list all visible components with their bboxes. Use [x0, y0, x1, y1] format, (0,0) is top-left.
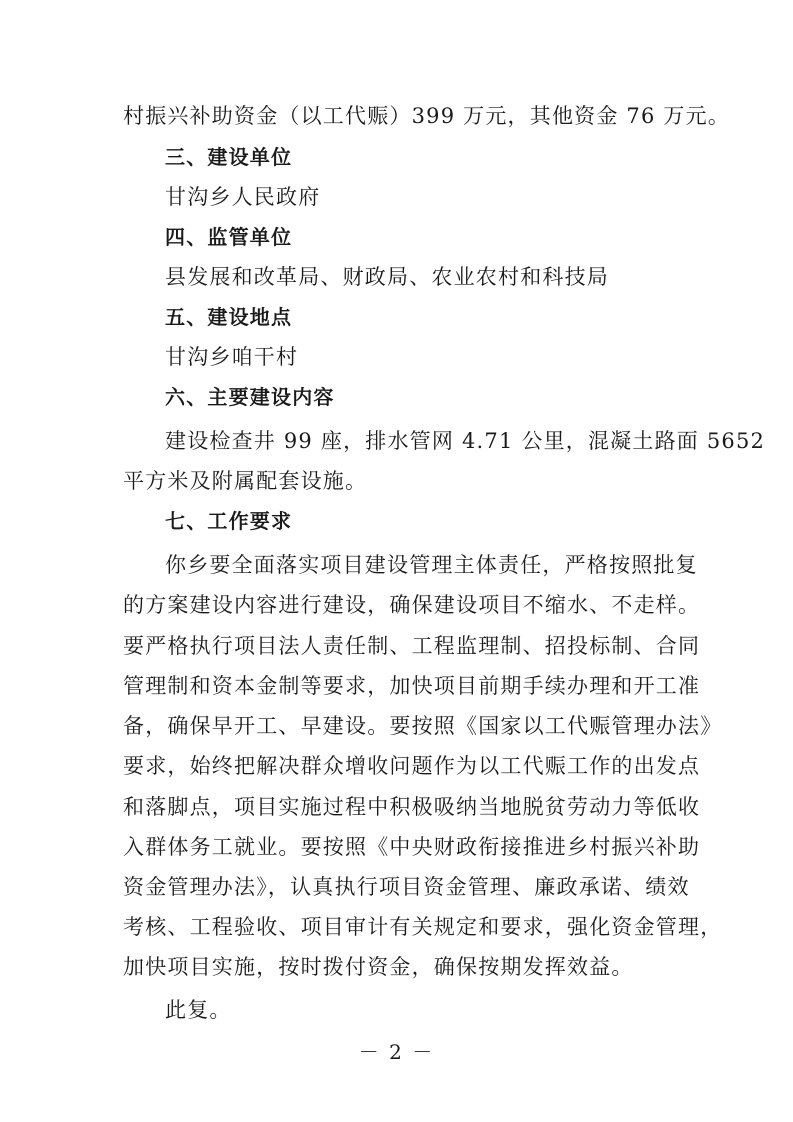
closing-reply: 此复。: [165, 998, 232, 1022]
supervision-unit-text: 县发展和改革局、财政局、农业农村和科技局: [165, 265, 609, 289]
requirements-line-4: 管理制和资本金制等要求，加快项目前期手续办理和开工准: [123, 674, 701, 698]
requirements-line-9: 资金管理办法》，认真执行项目资金管理、廉政承诺、绩效: [123, 875, 690, 899]
requirements-line-6: 要求，始终把解决群众增收问题作为以工代赈工作的出发点: [123, 754, 701, 778]
construction-unit-text: 甘沟乡人民政府: [165, 185, 321, 209]
funding-text-continued: 村振兴补助资金（以工代赈）399 万元，其他资金 76 万元。: [123, 104, 731, 128]
requirements-line-1: 你乡要全面落实项目建设管理主体责任，严格按照批复: [165, 553, 698, 577]
section-heading-construction-unit: 三、建设单位: [165, 145, 293, 169]
requirements-line-8: 入群体务工就业。要按照《中央财政衔接推进乡村振兴补助: [123, 835, 701, 859]
requirements-line-11: 加快项目实施，按时拨付资金，确保按期发挥效益。: [123, 955, 634, 979]
requirements-line-3: 要严格执行项目法人责任制、工程监理制、招投标制、合同: [123, 634, 701, 658]
location-text: 甘沟乡咱干村: [165, 345, 299, 369]
requirements-line-5: 备，确保早开工、早建设。要按照《国家以工代赈管理办法》: [123, 714, 723, 738]
section-heading-work-requirements: 七、工作要求: [165, 509, 293, 533]
page-number: － 2 －: [358, 1040, 435, 1064]
section-heading-location: 五、建设地点: [165, 305, 293, 329]
requirements-line-10: 考核、工程验收、项目审计有关规定和要求，强化资金管理，: [123, 915, 723, 939]
requirements-line-7: 和落脚点，项目实施过程中积极吸纳当地脱贫劳动力等低收: [123, 795, 701, 819]
section-heading-supervision-unit: 四、监管单位: [165, 225, 293, 249]
section-heading-main-content: 六、主要建设内容: [165, 385, 335, 409]
main-content-line-2: 平方米及附属配套设施。: [123, 469, 368, 493]
main-content-line-1: 建设检查井 99 座，排水管网 4.71 公里，混凝土路面 5652: [165, 429, 766, 453]
requirements-line-2: 的方案建设内容进行建设，确保建设项目不缩水、不走样。: [123, 593, 701, 617]
